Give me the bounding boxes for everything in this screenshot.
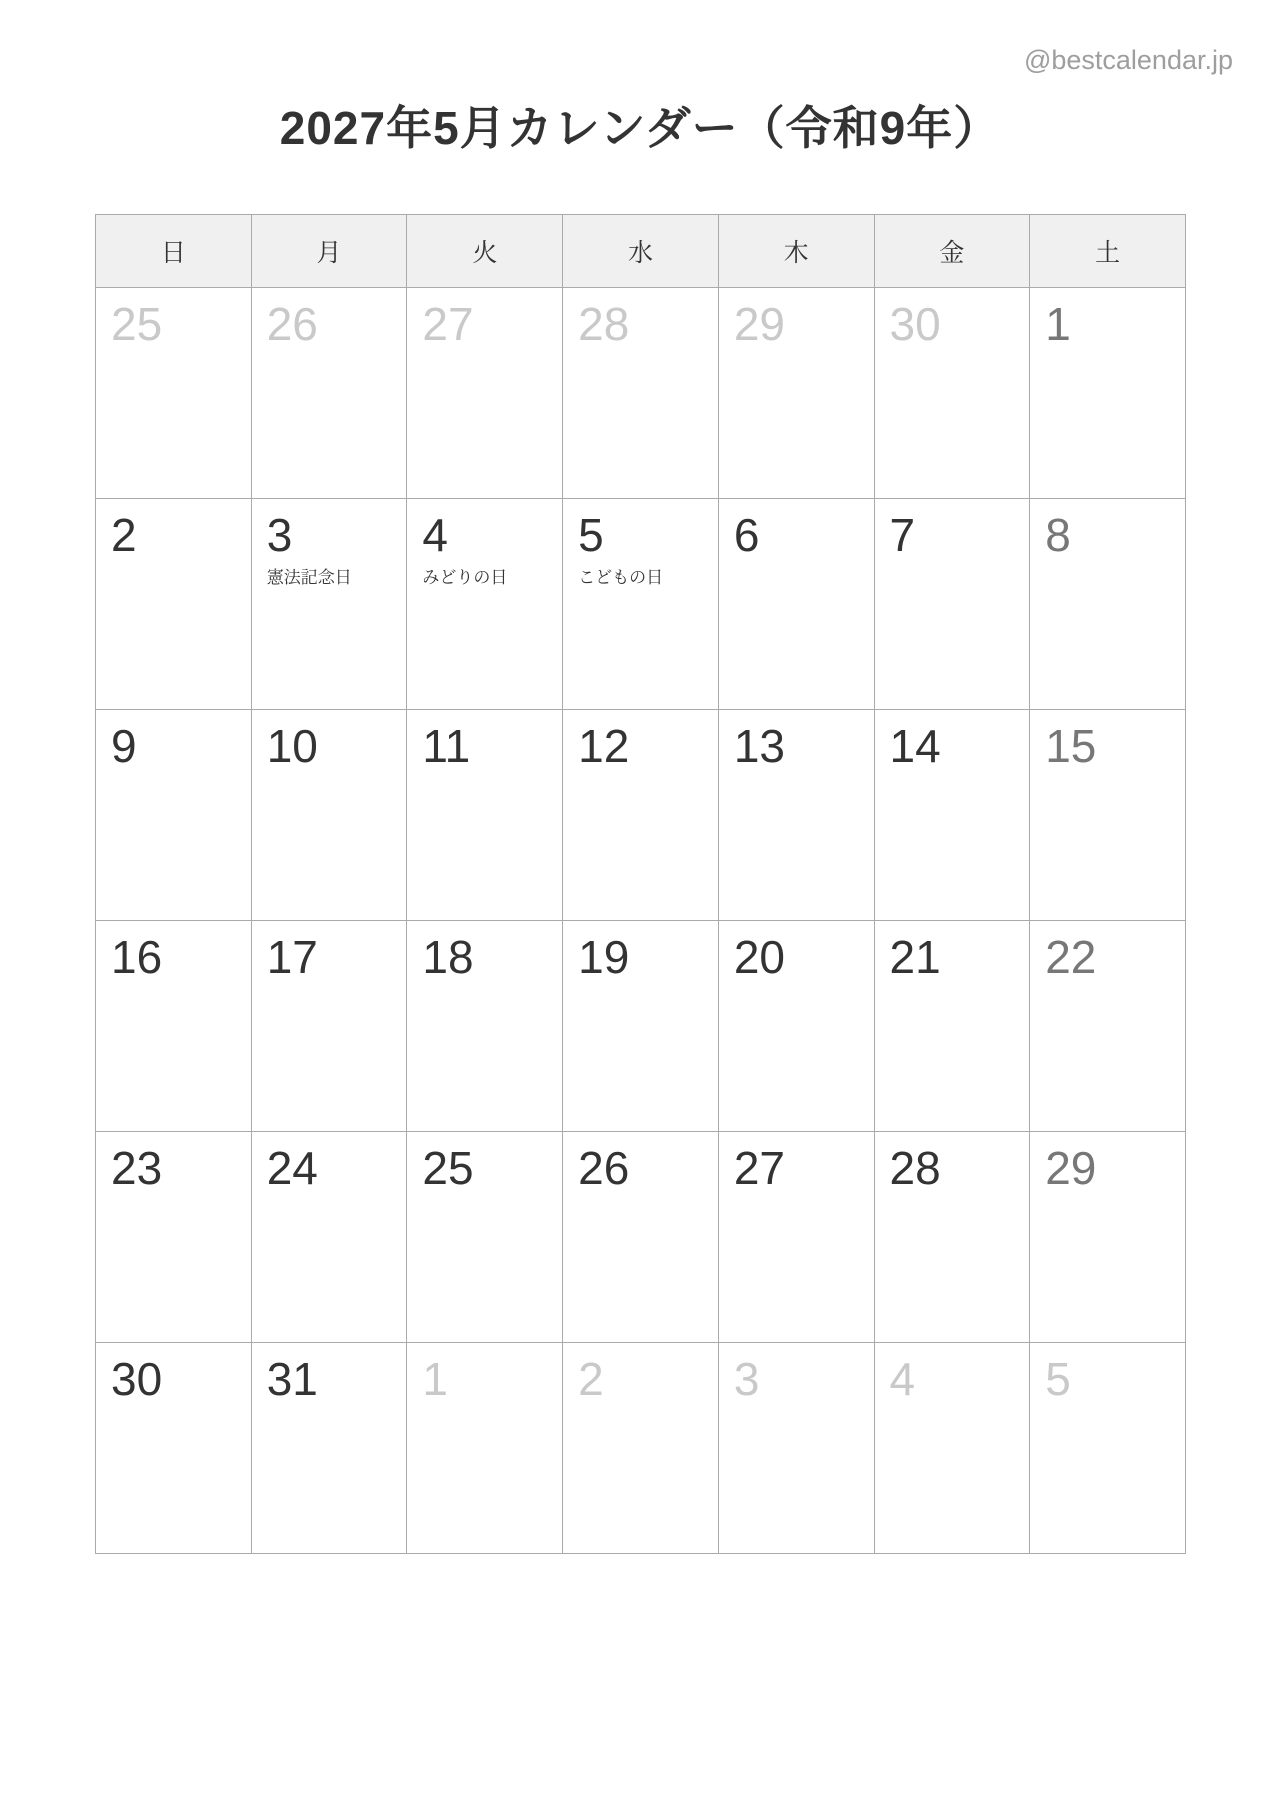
holiday-label xyxy=(578,1411,710,1431)
holiday-label xyxy=(111,1411,243,1431)
day-cell xyxy=(563,921,719,1132)
holiday-label xyxy=(111,356,243,376)
holiday-label xyxy=(111,1200,243,1220)
day-number: 21 xyxy=(889,931,941,983)
holiday-label xyxy=(422,778,554,798)
day-number: 1 xyxy=(422,1353,448,1405)
weekday-header-wed: 水 xyxy=(563,215,719,288)
day-cell xyxy=(96,1132,252,1343)
day-cell xyxy=(251,710,407,921)
holiday-label xyxy=(890,1200,1022,1220)
day-cell xyxy=(407,710,563,921)
day-cell xyxy=(718,710,874,921)
day-number: 16 xyxy=(111,931,163,983)
site-watermark: @bestcalendar.jp xyxy=(1023,45,1233,75)
holiday-label xyxy=(267,356,399,376)
holiday-label xyxy=(890,567,1022,587)
holiday-label xyxy=(890,778,1022,798)
day-cell xyxy=(407,288,563,499)
weekday-header-sun: 日 xyxy=(96,215,252,288)
holiday-label xyxy=(578,778,710,798)
holiday-label xyxy=(578,989,710,1009)
day-cell xyxy=(251,288,407,499)
holiday-label xyxy=(734,1200,866,1220)
day-number: 29 xyxy=(1045,1142,1097,1194)
day-cell xyxy=(251,499,407,710)
day-cell xyxy=(96,288,252,499)
day-number: 9 xyxy=(111,720,137,772)
day-cell xyxy=(251,921,407,1132)
holiday-label xyxy=(734,778,866,798)
day-cell xyxy=(1030,1343,1186,1554)
holiday-label xyxy=(1045,567,1177,587)
day-number: 20 xyxy=(733,931,785,983)
day-cell xyxy=(407,499,563,710)
holiday-label: みどりの日 xyxy=(422,567,508,587)
day-number: 17 xyxy=(266,931,318,983)
holiday-label xyxy=(267,1411,399,1431)
day-cell xyxy=(251,1132,407,1343)
day-cell xyxy=(96,499,252,710)
day-cell xyxy=(1030,288,1186,499)
day-cell xyxy=(718,288,874,499)
weekday-header-thu: 木 xyxy=(718,215,874,288)
holiday-label xyxy=(111,778,243,798)
weekday-header-tue: 火 xyxy=(407,215,563,288)
day-cell xyxy=(718,1132,874,1343)
day-cell xyxy=(407,1132,563,1343)
day-number: 30 xyxy=(889,298,941,350)
holiday-label xyxy=(267,989,399,1009)
calendar-body xyxy=(96,288,1186,1554)
holiday-label: 憲法記念日 xyxy=(266,567,352,587)
day-number: 3 xyxy=(266,509,293,561)
holiday-label xyxy=(267,778,399,798)
holiday-label xyxy=(422,1200,554,1220)
day-number: 10 xyxy=(266,720,318,772)
week-row xyxy=(96,921,1186,1132)
day-number: 5 xyxy=(578,509,604,561)
calendar-header xyxy=(96,215,1186,288)
day-number: 7 xyxy=(889,509,916,561)
week-row xyxy=(96,1132,1186,1343)
day-number: 2 xyxy=(111,509,137,561)
page-title: 2027年5月カレンダー（令和9年） xyxy=(279,102,1001,154)
day-cell xyxy=(96,710,252,921)
day-number: 25 xyxy=(111,298,163,350)
weekday-header-row xyxy=(96,215,1186,288)
holiday-label xyxy=(1045,356,1177,376)
holiday-label xyxy=(734,1411,866,1431)
day-cell xyxy=(563,1132,719,1343)
day-number: 24 xyxy=(266,1142,318,1194)
day-cell xyxy=(874,710,1030,921)
day-cell xyxy=(96,1343,252,1554)
day-cell xyxy=(563,1343,719,1554)
holiday-label xyxy=(1045,1200,1177,1220)
weekday-header-sat: 土 xyxy=(1030,215,1186,288)
day-number: 12 xyxy=(578,720,630,772)
day-number: 6 xyxy=(733,509,760,561)
day-cell xyxy=(874,288,1030,499)
day-number: 30 xyxy=(111,1353,163,1405)
holiday-label xyxy=(890,989,1022,1009)
day-cell xyxy=(1030,1132,1186,1343)
holiday-label xyxy=(734,356,866,376)
day-number: 23 xyxy=(111,1142,163,1194)
week-row xyxy=(96,710,1186,921)
day-cell xyxy=(874,1343,1030,1554)
week-row xyxy=(96,288,1186,499)
day-cell xyxy=(718,1343,874,1554)
day-cell xyxy=(1030,921,1186,1132)
day-number: 14 xyxy=(889,720,941,772)
holiday-label xyxy=(422,356,554,376)
holiday-label xyxy=(422,989,554,1009)
weekday-header-mon: 月 xyxy=(251,215,407,288)
day-number: 4 xyxy=(889,1353,916,1405)
day-cell xyxy=(407,1343,563,1554)
day-cell xyxy=(563,288,719,499)
day-cell xyxy=(96,921,252,1132)
day-cell xyxy=(563,499,719,710)
day-cell xyxy=(874,1132,1030,1343)
day-number: 11 xyxy=(422,720,471,772)
day-cell xyxy=(718,921,874,1132)
holiday-label xyxy=(578,1200,710,1220)
holiday-label: こどもの日 xyxy=(578,567,664,587)
day-number: 27 xyxy=(733,1142,785,1194)
day-number: 19 xyxy=(578,931,630,983)
day-number: 31 xyxy=(266,1353,318,1405)
day-number: 5 xyxy=(1045,1353,1071,1405)
calendar-table xyxy=(95,214,1186,1554)
holiday-label xyxy=(111,567,243,587)
day-number: 28 xyxy=(578,298,630,350)
day-number: 22 xyxy=(1045,931,1097,983)
day-number: 1 xyxy=(1045,298,1071,350)
day-cell xyxy=(874,921,1030,1132)
holiday-label xyxy=(111,989,243,1009)
day-number: 2 xyxy=(578,1353,604,1405)
holiday-label xyxy=(1045,989,1177,1009)
day-number: 27 xyxy=(422,298,474,350)
holiday-label xyxy=(1045,1411,1177,1431)
day-cell xyxy=(1030,710,1186,921)
holiday-label xyxy=(267,1200,399,1220)
day-cell xyxy=(718,499,874,710)
holiday-label xyxy=(1045,778,1177,798)
week-row xyxy=(96,1343,1186,1554)
day-number: 18 xyxy=(422,931,474,983)
day-number: 8 xyxy=(1045,509,1071,561)
day-number: 3 xyxy=(733,1353,760,1405)
day-cell xyxy=(563,710,719,921)
holiday-label xyxy=(734,989,866,1009)
day-number: 4 xyxy=(422,509,448,561)
day-number: 26 xyxy=(266,298,318,350)
day-cell xyxy=(874,499,1030,710)
holiday-label xyxy=(890,1411,1022,1431)
day-number: 25 xyxy=(422,1142,474,1194)
day-number: 29 xyxy=(733,298,785,350)
holiday-label xyxy=(578,356,710,376)
day-cell xyxy=(407,921,563,1132)
holiday-label xyxy=(422,1411,554,1431)
day-number: 28 xyxy=(889,1142,941,1194)
day-number: 13 xyxy=(733,720,785,772)
weekday-header-fri: 金 xyxy=(874,215,1030,288)
week-row xyxy=(96,499,1186,710)
holiday-label xyxy=(734,567,866,587)
day-cell xyxy=(1030,499,1186,710)
holiday-label xyxy=(890,356,1022,376)
day-cell xyxy=(251,1343,407,1554)
day-number: 26 xyxy=(578,1142,630,1194)
day-number: 15 xyxy=(1045,720,1097,772)
